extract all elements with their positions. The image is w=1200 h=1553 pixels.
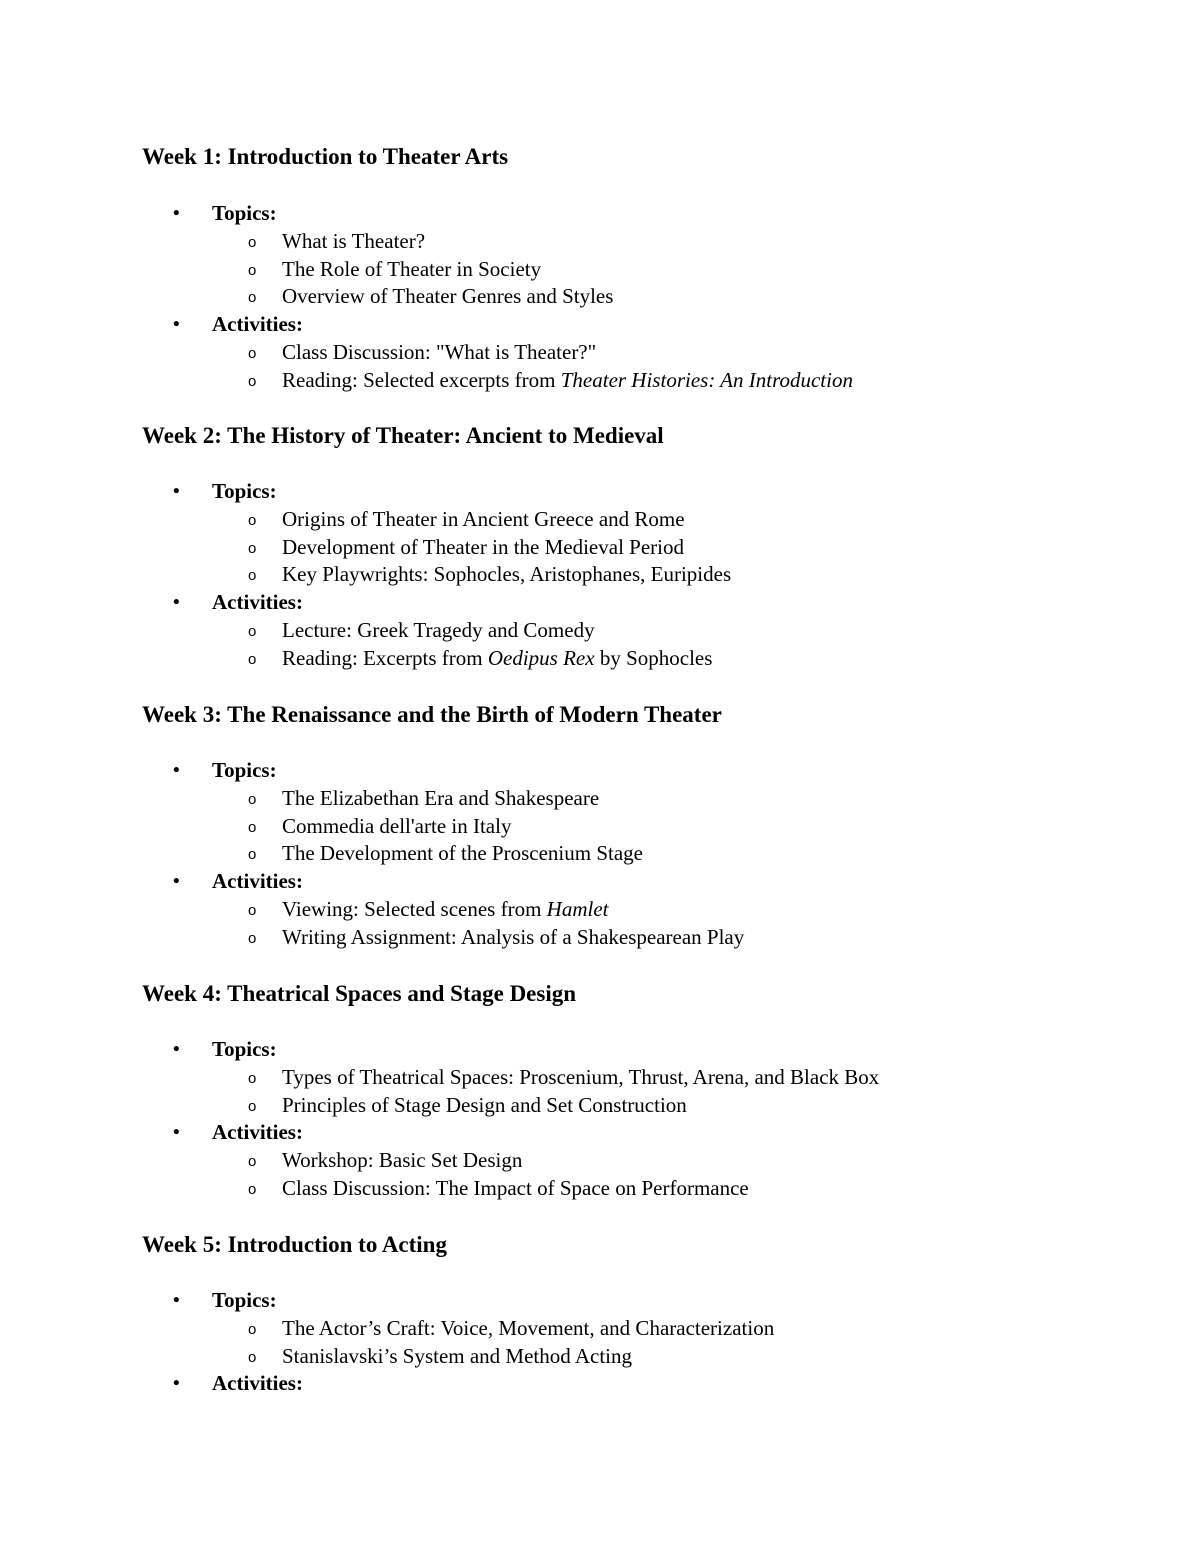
circle-bullet-icon: o <box>248 818 257 836</box>
week-4-heading: Week 4: Theatrical Spaces and Stage Design <box>142 981 577 1006</box>
circle-bullet-icon: o <box>248 511 257 529</box>
week-3-activity-item: o Viewing: Selected scenes from Hamlet <box>142 896 1142 924</box>
week-4-topic-item: o Types of Theatrical Spaces: Proscenium, Thrust, Arena, and Black Box <box>142 1064 1142 1092</box>
bullet-icon: • <box>173 592 180 614</box>
week-5-topics-heading: • Topics: <box>142 1287 1142 1315</box>
circle-bullet-icon: o <box>248 650 257 668</box>
circle-bullet-icon: o <box>248 344 257 362</box>
circle-bullet-icon: o <box>248 1069 257 1087</box>
week-3-topic-item: o The Development of the Proscenium Stage <box>142 840 1142 868</box>
week-2-topic-item: o Development of Theater in the Medieval Period <box>142 534 1142 562</box>
week-1-list <box>142 200 1142 395</box>
bullet-icon: • <box>173 871 180 893</box>
week-4-activity-item: o Workshop: Basic Set Design <box>142 1147 1142 1175</box>
circle-bullet-icon: o <box>248 1180 257 1198</box>
week-4-activity-item: o Class Discussion: The Impact of Space on Performance <box>142 1175 1142 1203</box>
book-title: Theater Histories: An Introduction <box>560 367 853 392</box>
bullet-icon: • <box>173 1373 180 1395</box>
week-5-heading: Week 5: Introduction to Acting <box>142 1232 447 1257</box>
week-4-topics-heading: • Topics: <box>142 1036 1142 1064</box>
week-2-activity-item: o Reading: Excerpts from Oedipus Rex by Sophocles <box>142 645 1142 673</box>
circle-bullet-icon: o <box>248 1320 257 1338</box>
week-2-heading: Week 2: The History of Theater: Ancient to Medieval <box>142 423 664 448</box>
week-2-list <box>142 478 1142 673</box>
week-2-activity-item: o Lecture: Greek Tragedy and Comedy <box>142 617 1142 645</box>
bullet-icon: • <box>173 1039 180 1060</box>
week-2-section <box>142 422 1142 673</box>
circle-bullet-icon: o <box>248 622 257 640</box>
play-title: Hamlet <box>546 896 609 921</box>
week-2-topic-item: o Key Playwrights: Sophocles, Aristophanes, Euripides <box>142 561 1142 589</box>
week-4-topic-item: o Principles of Stage Design and Set Construction <box>142 1092 1142 1120</box>
circle-bullet-icon: o <box>248 790 257 808</box>
circle-bullet-icon: o <box>248 567 257 585</box>
circle-bullet-icon: o <box>248 1153 257 1171</box>
circle-bullet-icon: o <box>248 1097 257 1115</box>
circle-bullet-icon: o <box>248 372 257 390</box>
week-1-section <box>142 143 1142 395</box>
circle-bullet-icon: o <box>248 929 257 947</box>
week-1-heading: Week 1: Introduction to Theater Arts <box>142 144 509 169</box>
week-3-topics-heading: • Topics: <box>142 757 1142 785</box>
bullet-icon: • <box>173 314 180 336</box>
week-5-list <box>142 1287 1142 1398</box>
week-4-section <box>142 980 1142 1203</box>
week-1-activity-item: o Reading: Selected excerpts from Theater Histories: An Introduction <box>142 367 1142 395</box>
week-3-heading: Week 3: The Renaissance and the Birth of Modern Theater <box>142 702 722 727</box>
bullet-icon: • <box>173 481 180 502</box>
week-3-section <box>142 701 1142 952</box>
week-1-activity-item: o Class Discussion: "What is Theater?" <box>142 339 1142 367</box>
week-5-section <box>142 1231 1142 1398</box>
bullet-icon: • <box>173 1122 180 1144</box>
week-1-activities-heading: • Activities: <box>142 311 1142 339</box>
week-2-topics-heading: • Topics: <box>142 478 1142 506</box>
bullet-icon: • <box>173 203 180 224</box>
week-4-activities-heading: • Activities: <box>142 1119 1142 1147</box>
circle-bullet-icon: o <box>248 539 257 557</box>
week-5-topic-item: o The Actor’s Craft: Voice, Movement, and Characterization <box>142 1315 1142 1343</box>
circle-bullet-icon: o <box>248 901 257 919</box>
week-3-list <box>142 757 1142 952</box>
bullet-icon: • <box>173 760 180 781</box>
week-5-topic-item: o Stanislavski’s System and Method Acting <box>142 1343 1142 1371</box>
week-2-topic-item: o Origins of Theater in Ancient Greece and Rome <box>142 506 1142 534</box>
week-3-activities-heading: • Activities: <box>142 868 1142 896</box>
circle-bullet-icon: o <box>248 1348 257 1366</box>
week-3-topic-item: o Commedia dell'arte in Italy <box>142 813 1142 841</box>
circle-bullet-icon: o <box>248 261 257 279</box>
circle-bullet-icon: o <box>248 846 257 864</box>
bullet-icon: • <box>173 1290 180 1311</box>
circle-bullet-icon: o <box>248 233 257 251</box>
week-2-activities-heading: • Activities: <box>142 589 1142 617</box>
play-title: Oedipus Rex <box>487 645 595 670</box>
week-1-topic-item: o Overview of Theater Genres and Styles <box>142 283 1142 311</box>
circle-bullet-icon: o <box>248 289 257 307</box>
week-1-topic-item: o The Role of Theater in Society <box>142 256 1142 284</box>
week-1-topic-item: o What is Theater? <box>142 228 1142 256</box>
week-3-topic-item: o The Elizabethan Era and Shakespeare <box>142 785 1142 813</box>
week-1-topics-heading: • Topics: <box>142 200 1142 228</box>
week-5-activities-heading: • Activities: <box>142 1370 1142 1398</box>
week-3-activity-item: o Writing Assignment: Analysis of a Shakespearean Play <box>142 924 1142 952</box>
week-4-list <box>142 1036 1142 1203</box>
